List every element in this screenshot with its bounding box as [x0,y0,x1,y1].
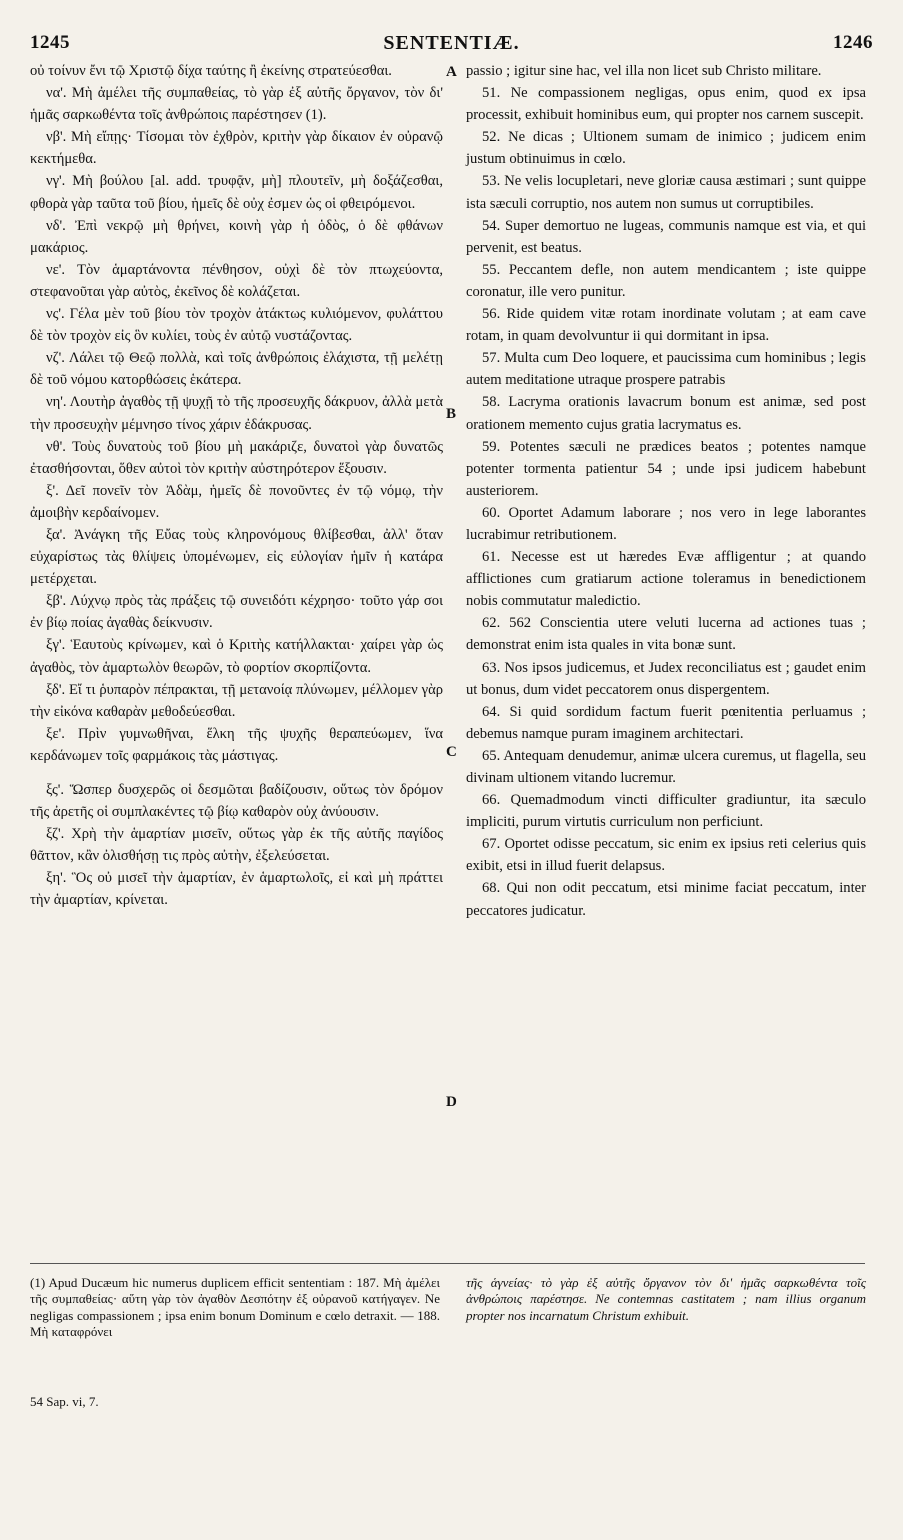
footnote-right: τῆς ἁγνείας· τὸ γὰρ ἐξ αὐτῆς ὄργανον τὸν δι' ἡμᾶς σαρκωθέντα τοῖς ἀνθρώποις παρέστησε. Ne contemnas castitatem ; nam illius organum propter nos incarnatum Christum exhibuit. [466,1275,866,1323]
greek-sentence: νη'. Λουτὴρ ἀγαθὸς τῇ ψυχῇ τὸ τῆς προσευχῆς δάκρυον, ἀλλὰ μετὰ τὴν προσευχὴν μέμνησο τίνος χάριν ἐδάκρυσας. [30,394,443,433]
latin-sentence: 61. Necesse est ut hæredes Evæ affligentur ; at quando afflictiones cum gratiarum actione toleramus in benedictionem nobis commutatur maledictio. [466,549,866,610]
greek-sentence: ξη'. Ὃς οὐ μισεῖ τὴν ἁμαρτίαν, ἐν ἁμαρτωλοῖς, εἰ καὶ μὴ πράττει τὴν ἁμαρτίαν, κρίνεται. [30,870,443,909]
greek-sentence: νζ'. Λάλει τῷ Θεῷ πολλὰ, καὶ τοῖς ἀνθρώποις ἐλάχιστα, τῇ μελέτῃ δὲ τοῦ νόμου κατορθώσεις ἑκάτερα. [30,350,443,389]
running-header [30,32,873,58]
greek-column [30,60,443,912]
latin-sentence: 62. 562 Conscientia utere veluti lucerna ad actiones tuas ; demonstrat enim ista quales in vita bonæ sunt. [466,615,866,654]
latin-sentence: 60. Oportet Adamum laborare ; nos vero in lege laborantes lucrabimur retributionem. [466,504,866,543]
latin-sentence: 65. Antequam denudemur, animæ ulcera curemus, ut flagella, seu divinam ultionem vitando lucremur. [466,747,866,786]
latin-sentence: 63. Nos ipsos judicemus, et Judex reconciliatus est ; gaudet enim ut bonus, dum videt peccatorem onus dispergentem. [466,659,866,698]
latin-sentence: 56. Ride quidem vitæ rotam inordinate volutam ; at eam cave rotam, in quam devolvuntur ii qui dormitant in ipsa. [466,306,866,345]
margin-letter-b: B [446,406,457,422]
page-number-left: 1245 [30,32,70,53]
latin-sentence: passio ; igitur sine hac, vel illa non licet sub Christo militare. [466,63,822,79]
greek-sentence: νθ'. Τοὺς δυνατοὺς τοῦ βίου μὴ μακάριζε, δυνατοὶ γὰρ δυνατῶς ἐτασθήσονται, ὅθεν αὐτοὶ τὸν κριτὴν αὐστηρότερον ἕξουσιν. [30,438,443,477]
greek-sentence: ξ'. Δεῖ πονεῖν τὸν Ἀδὰμ, ἡμεῖς δὲ πονοῦντες ἐν τῷ νόμῳ, τὴν ἀμοιβὴν κερδαίνομεν. [30,482,443,521]
greek-sentence: ξε'. Πρὶν γυμνωθῆναι, ἕλκη τῆς ψυχῆς θεραπεύωμεν, ἵνα κερδάνωμεν τοῖς φαρμάκοις τὰς μάστιγας. [30,725,443,764]
latin-sentence: 52. Ne dicas ; Ultionem sumam de inimico ; judicem enim justum obtinuimus in cœlo. [466,129,866,168]
latin-sentence: 66. Quemadmodum vincti difficulter gradiuntur, ita sæculo impliciti, purum virtutis curriculum non perficiunt. [466,792,866,831]
page-number-right: 1246 [833,32,873,53]
latin-sentence: 55. Peccantem defle, non autem mendicantem ; iste quippe coronatur, ille vero punitur. [466,261,866,300]
page-title: SENTENTIÆ. [383,32,520,54]
latin-sentence: 53. Ne velis locupletari, neve gloriæ causa æstimari ; sunt quippe ista sæculi corruptio, nos autem non sumus ut corruptibiles. [466,173,866,212]
latin-sentence: 67. Oportet odisse peccatum, sic enim ex ipsius reti celerius quis exibit, etsi in illud fuerit delapsus. [466,836,866,875]
footnote-divider [30,1263,865,1264]
latin-sentence: 64. Si quid sordidum factum fuerit pœnitentia perluamus ; debemus namque puram imaginem architectari. [466,703,866,742]
margin-letter-d: D [446,1094,457,1110]
greek-sentence: νβ'. Μὴ εἴπῃς· Τίσομαι τὸν ἐχθρὸν, κριτὴν γὰρ δίκαιον ἐν οὐρανῷ κεκτήμεθα. [30,129,443,168]
latin-column [466,60,866,922]
greek-sentence: ξζ'. Χρὴ τὴν ἁμαρτίαν μισεῖν, οὕτως γὰρ ἐκ τῆς αὐτῆς παγίδος θᾶττον, κἂν ὀλισθήσῃ τις πρὸς αὐτὴν, ἐξελεύσεται. [30,826,443,865]
latin-sentence: 59. Potentes sæculi ne prædices beatos ; potentes namque potenter tormenta patientur 54 ; unde ipsi judicem habebunt austeriorem. [466,438,866,499]
margin-letter-a: A [446,64,457,80]
greek-sentence: νδ'. Ἐπὶ νεκρῷ μὴ θρήνει, κοινὴ γὰρ ἡ ὁδὸς, ὁ δὲ φθάνων μακάριος. [30,217,443,256]
greek-sentence: νε'. Τὸν ἁμαρτάνοντα πένθησον, οὐχὶ δὲ τὸν πτωχεύοντα, στεφανοῦται γὰρ αὐτὸς, ἐκεῖνος δὲ κολάζεται. [30,261,443,300]
greek-sentence: ξδ'. Εἴ τι ῥυπαρὸν πέπρακται, τῇ μετανοίᾳ πλύνωμεν, μέλλομεν γὰρ τὴν εἰκόνα καθαρὰν μεθοδεύεσθαι. [30,681,443,720]
scripture-reference: 54 Sap. vi, 7. [30,1394,99,1409]
greek-sentence: νγ'. Μὴ βούλου [al. add. τρυφᾷν, μὴ] πλουτεῖν, μὴ δοξάζεσθαι, φθορὰ γὰρ ταῦτα τοῦ βίου, ἡμεῖς δὲ οὐχ ἐσμεν ὡς οἱ φθειρόμενοι. [30,173,443,212]
greek-sentence: ξβ'. Λύχνῳ πρὸς τὰς πράξεις τῷ συνειδότι κέχρησο· τοῦτο γάρ σοι ἐν βίῳ ποίας ἀγαθὰς δείκνυσιν. [30,593,443,632]
latin-sentence: 68. Qui non odit peccatum, etsi minime faciat peccatum, inter peccatores judicatur. [466,880,866,919]
greek-sentence: να'. Μὴ ἀμέλει τῆς συμπαθείας, τὸ γὰρ ἐξ αὐτῆς ὄργανον, τὸν δι' ἡμᾶς σαρκωθέντα τοῖς ἀνθρώποις παρέστησεν (1). [30,85,443,124]
greek-sentence: νς'. Γέλα μὲν τοῦ βίου τὸν τροχὸν ἀτάκτως κυλιόμενον, φυλάττου δὲ τὸν τροχὸν εἰς ὃν κυλίει, τοὺς ἐν αὐτῷ νυστάζοντας. [30,306,443,345]
latin-sentence: 51. Ne compassionem negligas, opus enim, quod ex ipsa processit, exhibuit hominibus eum, qui propter nos carnem suscepit. [466,85,866,124]
greek-sentence: ξγ'. Ἑαυτοὺς κρίνωμεν, καὶ ὁ Κριτὴς κατήλλακται· χαίρει γὰρ ὡς ἀγαθὸς, τὸν ἁμαρτωλὸν θεωρῶν, τὸ φορτίον σκορπίζοντα. [30,637,443,676]
greek-sentence: οὐ τοίνυν ἔνι τῷ Χριστῷ δίχα ταύτης ἢ ἐκείνης στρατεύεσθαι. [30,63,392,79]
greek-sentence: ξα'. Ἀνάγκη τῆς Εὔας τοὺς κληρονόμους θλίβεσθαι, ἀλλ' ὅταν εὐχαρίστως τὰς θλίψεις ὑπομένωμεν, εἰς εὐλογίαν ἡμῖν ἡ κατάρα μετέρχεται. [30,526,443,588]
greek-sentence: ξς'. Ὥσπερ δυσχερῶς οἱ δεσμῶται βαδίζουσιν, οὕτως τὸν δρόμον τῆς ἀρετῆς οἱ συμπλακέντες τῷ βίῳ καθαρὸν οὐχ ἀνύουσιν. [30,782,443,821]
latin-sentence: 54. Super demortuo ne lugeas, communis namque est via, et qui pervenit, est beatus. [466,217,866,256]
latin-sentence: 57. Multa cum Deo loquere, et paucissima cum hominibus ; legis autem meditatione utraque prospere patrabis [466,350,866,389]
footnote-left: (1) Apud Ducæum hic numerus duplicem efficit sententiam : 187. Μὴ ἀμέλει τῆς συμπαθείας· αὕτη γὰρ τὸν ἀγαθὸν Δεσπότην ἐξ οὐρανοῦ κατήγαγεν. Ne negligas compassionem ; ipsa enim bonum Dominum e cœlo detraxit. — 188. Μὴ καταφρόνει [30,1275,440,1340]
margin-letter-c: C [446,744,457,760]
latin-sentence: 58. Lacryma orationis lavacrum bonum est animæ, sed post orationem memento cujus gratia lacrymatus es. [466,394,866,433]
